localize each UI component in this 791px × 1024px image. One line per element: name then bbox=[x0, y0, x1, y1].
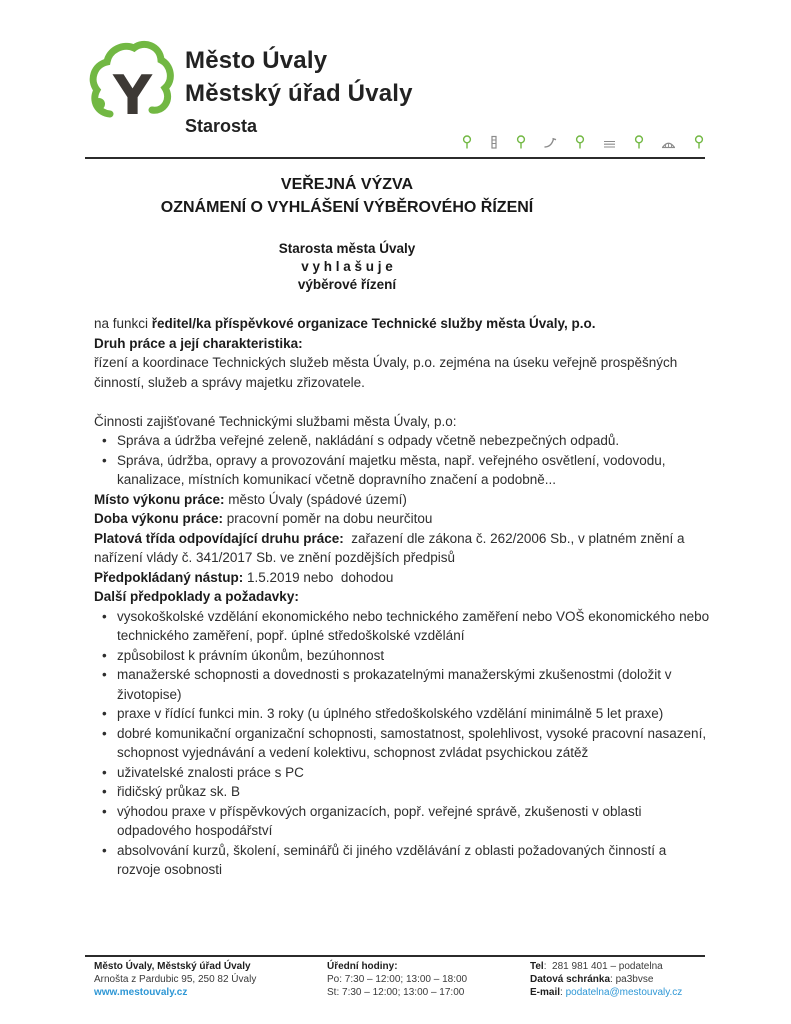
intro-paragraph bbox=[94, 314, 710, 334]
bridge-icon bbox=[661, 138, 676, 149]
list-item: • způsobilost k právním úkonům, bezúhonnost bbox=[117, 646, 710, 666]
tree-icon bbox=[634, 135, 644, 149]
office-hours-heading: Úřední hodiny: bbox=[327, 961, 398, 972]
office-hours-wednesday: St: 7:30 – 12:00; 13:00 – 17:00 bbox=[327, 986, 465, 998]
footer-address-column bbox=[94, 961, 256, 999]
footer-contact-column bbox=[530, 961, 682, 999]
tree-icon bbox=[694, 135, 704, 149]
detail-row bbox=[94, 509, 710, 529]
tree-icon bbox=[462, 135, 472, 149]
detail-row bbox=[94, 529, 710, 568]
detail-value: 1.5.2019 nebo dohodou bbox=[243, 569, 394, 585]
detail-value: zařazení dle zákona č. 262/2006 Sb., v platném znění a nařízení vlády č. 341/2017 Sb. ve znění pozdějších předpisů bbox=[94, 530, 685, 565]
footer-phone-row bbox=[530, 961, 682, 974]
subtitle-line-3: výběrové řízení bbox=[297, 277, 397, 292]
footer-org-name: Město Úvaly, Městský úřad Úvaly bbox=[94, 961, 251, 972]
footer-street-address: Arnošta z Pardubic 95, 250 82 Úvaly bbox=[94, 973, 257, 985]
list-item: • praxe v řídící funkci min. 3 roky (u úplného středoškolského vzdělání minimálně 5 let praxe) bbox=[117, 704, 710, 724]
detail-label: Místo výkonu práce: bbox=[94, 491, 225, 507]
requirements-heading: Další předpoklady a požadavky: bbox=[94, 589, 299, 604]
detail-label: Doba výkonu práce: bbox=[94, 511, 224, 526]
list-item: • dobré komunikační organizační schopnosti, samostatnost, spolehlivost, vysoké pracovní nasazení, schopnost vyjednávání a vedení kolektivu, schopnost zvládat psychickou zátěž bbox=[117, 724, 710, 763]
tree-icon bbox=[516, 135, 526, 149]
tree-icon bbox=[575, 135, 585, 149]
activities-list bbox=[94, 431, 710, 490]
office-name: Městský úřad Úvaly bbox=[185, 80, 413, 107]
document-subtitle bbox=[85, 240, 609, 294]
list-item: • vysokoškolské vzdělání ekonomického nebo technického zaměření nebo VOŠ ekonomického nebo technického zaměření, popř. úplné středoškolské vzdělání bbox=[117, 607, 710, 646]
activities-heading: Činnosti zajišťované Technickými službami města Úvaly, p.o: bbox=[94, 413, 457, 429]
title-line-2: OZNÁMENÍ O VYHLÁŠENÍ VÝBĚROVÉHO ŘÍZENÍ bbox=[160, 199, 534, 216]
website-link[interactable]: www.mestouvaly.cz bbox=[94, 986, 188, 998]
department-name: Starosta bbox=[185, 116, 258, 136]
subtitle-line-1: Starosta města Úvaly bbox=[278, 241, 416, 256]
list-item: • řidičský průkaz sk. B bbox=[117, 782, 710, 802]
list-item: • Správa, údržba, opravy a provozování majetku města, např. veřejného osvětlení, vodovodu, kanalizace, místních komunikací včetně dopravního značení a podobně... bbox=[117, 451, 710, 490]
list-item: • výhodou praxe v příspěvkových organizacích, popř. veřejné správě, zkušenosti v oblasti odpadového hospodářství bbox=[117, 802, 710, 841]
tower-icon bbox=[490, 135, 498, 149]
footer-databox-row bbox=[530, 974, 682, 987]
list-item: • Správa a údržba veřejné zeleně, nakládání s odpady včetně nebezpečných odpadů. bbox=[117, 431, 710, 451]
footer-divider bbox=[85, 955, 705, 957]
requirements-list bbox=[94, 607, 710, 880]
detail-value: pracovní poměr na dobu neurčitou bbox=[223, 511, 433, 526]
fence-icon bbox=[603, 140, 616, 149]
title-line-1: VEŘEJNÁ VÝZVA bbox=[280, 176, 414, 193]
email-separator: : bbox=[560, 986, 566, 998]
footer-hours-column bbox=[327, 961, 467, 999]
email-label: E-mail bbox=[530, 986, 561, 998]
detail-value: město Úvaly (spádové území) bbox=[224, 491, 407, 507]
footer-email-row bbox=[530, 987, 682, 1000]
job-title: ředitel/ka příspěvkové organizace Technické služby města Úvaly, p.o. bbox=[151, 316, 596, 331]
subtitle-line-2: v y h l a š u j e bbox=[301, 259, 393, 274]
slide-icon bbox=[543, 136, 557, 149]
intro-prefix: na funkci bbox=[94, 316, 152, 331]
job-section-heading: Druh práce a její charakteristika: bbox=[94, 335, 303, 351]
uvaly-logo bbox=[86, 38, 174, 126]
org-name: Město Úvaly bbox=[185, 47, 328, 74]
databox-label: Datová schránka bbox=[530, 973, 611, 985]
svg-text:Y: Y bbox=[113, 64, 153, 126]
job-description: řízení a koordinace Technických služeb města Úvaly, p.o. zejména na úseku veřejně prospěšných činností, služeb a správy majetku zřizovatele. bbox=[94, 355, 678, 390]
phone-label: Tel bbox=[530, 961, 544, 972]
detail-label: Platová třída odpovídající druhu práce: bbox=[94, 530, 344, 546]
email-link[interactable]: podatelna@mestouvaly.cz bbox=[565, 986, 683, 998]
databox-value: : pa3bvse bbox=[610, 973, 654, 985]
header-divider bbox=[85, 157, 705, 159]
tree-y-logo-icon bbox=[86, 38, 174, 126]
list-item: • manažerské schopnosti a dovednosti s prokazatelnými manažerskými zkušenostmi (doložit v životopise) bbox=[117, 665, 710, 704]
detail-row bbox=[94, 568, 710, 588]
office-hours-monday: Po: 7:30 – 12:00; 13:00 – 18:00 bbox=[327, 973, 468, 985]
document-body bbox=[94, 314, 710, 880]
phone-value: : 281 981 401 – podatelna bbox=[543, 961, 663, 972]
list-item: • absolvování kurzů, školení, seminářů či jiného vzdělávání z oblasti požadovaných činností a rozvoje osobnosti bbox=[117, 841, 710, 880]
blank-line bbox=[94, 392, 710, 412]
document-title bbox=[85, 173, 609, 219]
letterhead bbox=[185, 44, 413, 139]
detail-label: Předpokládaný nástup: bbox=[94, 569, 244, 585]
detail-row bbox=[94, 490, 710, 510]
list-item: • uživatelské znalosti práce s PC bbox=[117, 763, 710, 783]
decorative-icon-strip bbox=[462, 134, 704, 149]
